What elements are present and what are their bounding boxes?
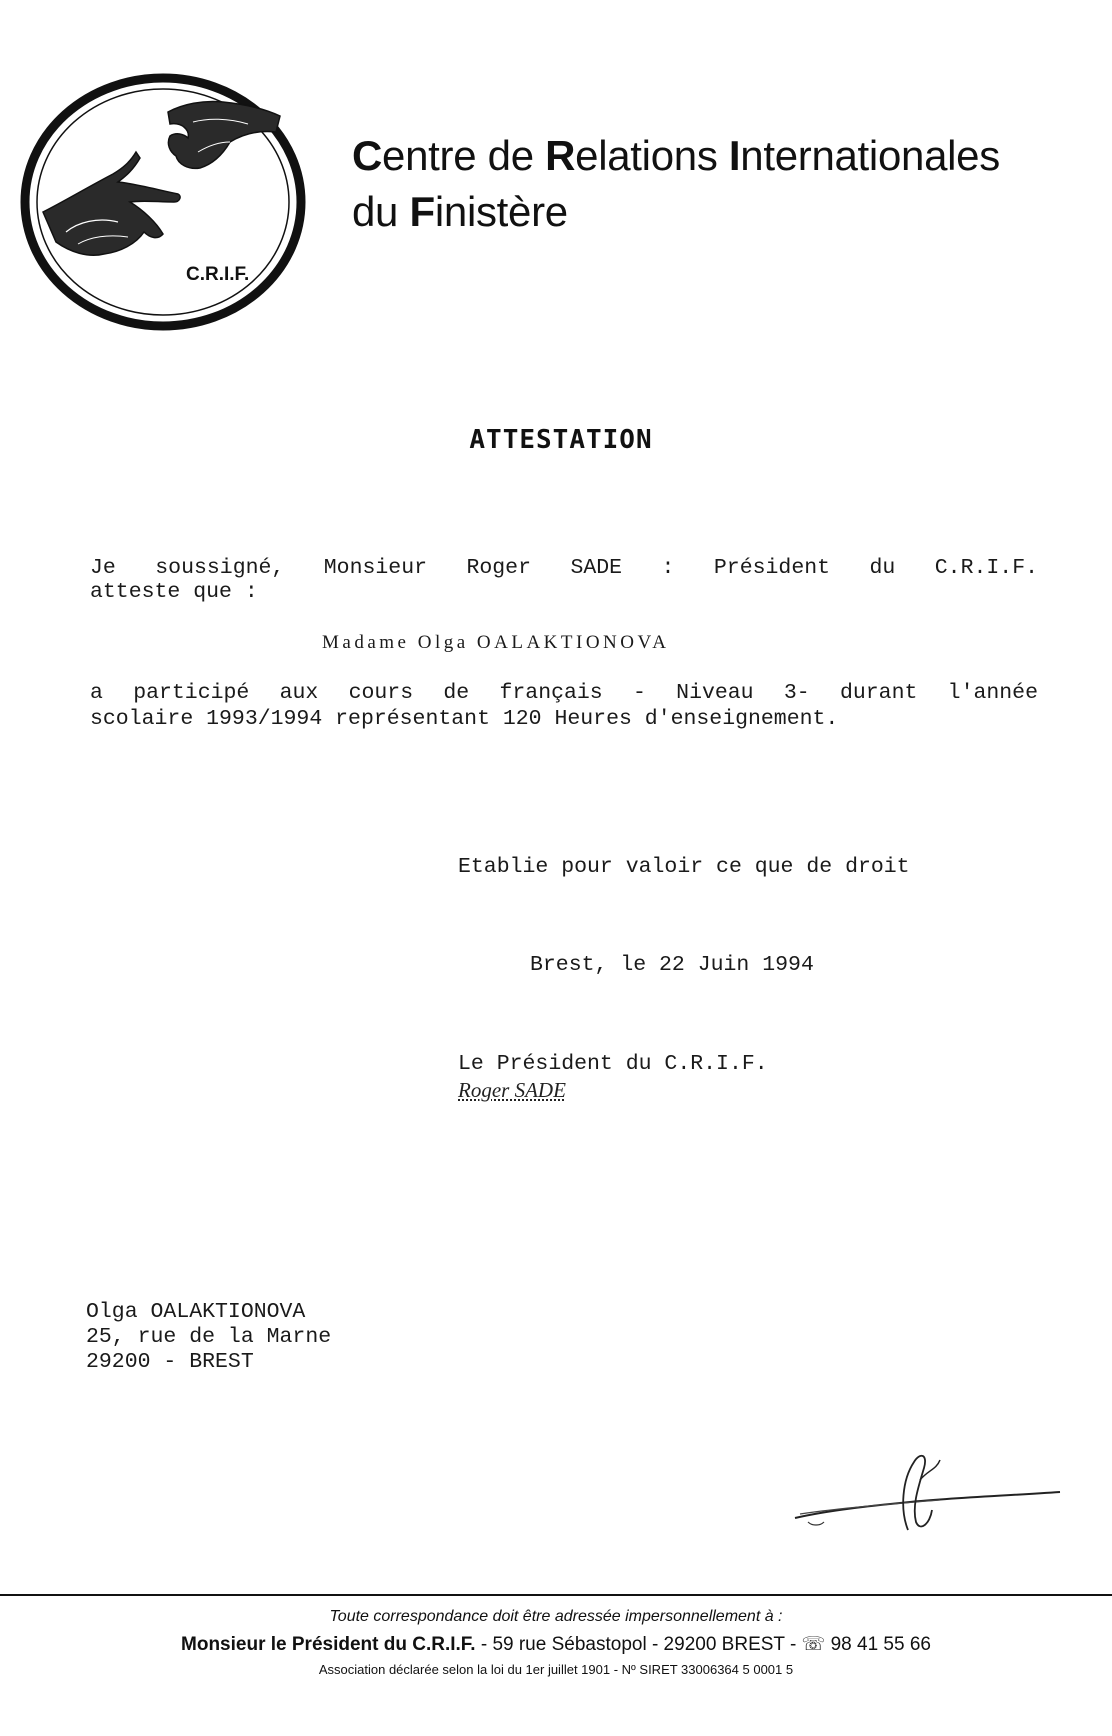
org-word-internationales: nternationales (740, 132, 1000, 179)
signature-scribble (790, 1440, 1070, 1540)
recipient-name: Madame Olga OALAKTIONOVA (322, 632, 670, 653)
declaration-paragraph (90, 556, 1038, 604)
footer-address-phone: - 59 rue Sébastopol - 29200 BREST - ☏ 98 41 55 66 (475, 1634, 931, 1655)
word: C.R.I.F. (934, 556, 1038, 580)
org-word-relations: elations (575, 132, 729, 179)
declaration-line-2: atteste que : (90, 580, 258, 604)
word: Niveau (676, 681, 754, 705)
footer (0, 1606, 1112, 1680)
participation-paragraph (90, 680, 1038, 732)
org-initial-r: R (545, 132, 576, 179)
validity-statement: Etablie pour valoir ce que de droit (458, 855, 910, 879)
organization-name (352, 128, 1000, 240)
org-word-finistere: inistère (434, 188, 568, 235)
word: du (869, 556, 896, 580)
handwritten-signature (790, 1440, 1070, 1540)
participation-line-1 (90, 680, 1038, 706)
word: Monsieur (323, 556, 427, 580)
word: aux (279, 681, 319, 705)
participation-line-2: scolaire 1993/1994 représentant 120 Heures d'enseignement. (90, 707, 839, 731)
word: participé (133, 681, 250, 705)
word: de (443, 681, 470, 705)
org-initial-c: C (352, 132, 383, 179)
address-name: Olga OALAKTIONOVA (86, 1300, 306, 1324)
address-city: 29200 - BREST (86, 1350, 254, 1374)
footer-legal-notice: Association déclarée selon la loi du 1er juillet 1901 - Nº SIRET 33006364 5 0001 5 (318, 1662, 794, 1677)
word: Roger (466, 556, 531, 580)
declaration-line-1 (90, 556, 1038, 580)
word: cours (348, 681, 414, 705)
org-word-centre: entre de (382, 132, 546, 179)
footer-recipient: Monsieur le Président du C.R.I.F. (181, 1634, 476, 1655)
word: français (499, 681, 603, 705)
word: - (632, 681, 646, 705)
word: Président (713, 556, 831, 580)
org-initial-f: F (409, 188, 435, 235)
footer-contact-line (0, 1630, 1112, 1660)
logo-label: C.R.I.F. (186, 264, 250, 285)
recipient-address (86, 1300, 331, 1375)
word: l'année (947, 681, 1038, 705)
word: soussigné, (155, 556, 285, 580)
president-name: Roger SADE (458, 1078, 566, 1102)
president-title: Le Président du C.R.I.F. (458, 1052, 768, 1076)
place-and-date: Brest, le 22 Juin 1994 (530, 953, 814, 977)
document-title: ATTESTATION (469, 425, 653, 455)
footer-divider (0, 1594, 1112, 1596)
word: 3- (783, 681, 810, 705)
org-word-du: du (352, 188, 410, 235)
word: durant (839, 681, 918, 705)
crif-logo-emblem (18, 72, 308, 332)
org-initial-i: I (728, 132, 741, 179)
word: a (90, 681, 103, 705)
address-street: 25, rue de la Marne (86, 1325, 332, 1349)
org-name-line-1 (352, 128, 1000, 184)
word: : (661, 556, 675, 580)
word: Je (90, 556, 116, 580)
org-name-line-2 (352, 184, 1000, 240)
footer-correspondence-notice: Toute correspondance doit être adressée impersonnellement à : (329, 1608, 783, 1625)
word: SADE (570, 556, 623, 580)
crif-logo (18, 72, 308, 332)
